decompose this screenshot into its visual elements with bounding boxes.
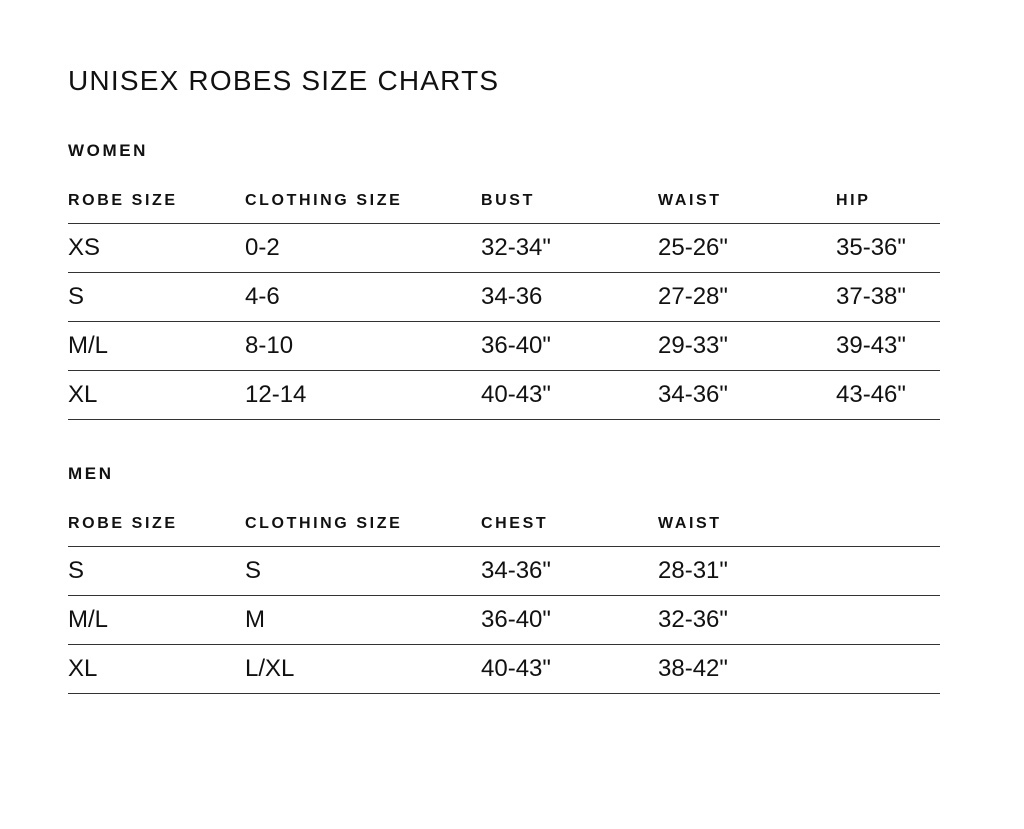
- table-row: [68, 547, 940, 596]
- table-row: [68, 371, 940, 420]
- table-row: [68, 322, 940, 371]
- table-cell: M/L: [68, 322, 245, 371]
- table-cell: S: [245, 547, 481, 596]
- men-col-robe-size: ROBE SIZE: [68, 502, 245, 547]
- table-cell: XL: [68, 645, 245, 694]
- table-cell: 40-43": [481, 371, 658, 420]
- table-cell: 34-36: [481, 273, 658, 322]
- table-cell: L/XL: [245, 645, 481, 694]
- women-size-table: [68, 179, 940, 420]
- table-cell: 39-43": [836, 322, 940, 371]
- men-col-waist: WAIST: [658, 502, 836, 547]
- table-cell: 32-36": [658, 596, 836, 645]
- men-col-empty: [836, 502, 940, 547]
- table-cell: 38-42": [658, 645, 836, 694]
- women-col-robe-size: ROBE SIZE: [68, 179, 245, 224]
- women-col-hip: HIP: [836, 179, 940, 224]
- men-size-table: [68, 502, 940, 694]
- table-row: [68, 596, 940, 645]
- women-section-label: WOMEN: [68, 141, 149, 160]
- table-cell: 27-28": [658, 273, 836, 322]
- table-cell: XS: [68, 224, 245, 273]
- table-cell: 40-43": [481, 645, 658, 694]
- table-row: [68, 645, 940, 694]
- table-cell: 25-26": [658, 224, 836, 273]
- table-cell: 37-38": [836, 273, 940, 322]
- table-cell: 36-40": [481, 596, 658, 645]
- table-cell: 32-34": [481, 224, 658, 273]
- women-col-bust: BUST: [481, 179, 658, 224]
- table-cell: [836, 596, 940, 645]
- men-col-chest: CHEST: [481, 502, 658, 547]
- table-cell: S: [68, 273, 245, 322]
- table-cell: [836, 547, 940, 596]
- table-cell: S: [68, 547, 245, 596]
- table-cell: [836, 645, 940, 694]
- table-cell: 35-36": [836, 224, 940, 273]
- table-cell: 4-6: [245, 273, 481, 322]
- table-cell: XL: [68, 371, 245, 420]
- table-cell: M: [245, 596, 481, 645]
- table-cell: 43-46": [836, 371, 940, 420]
- men-header-row: [68, 502, 940, 547]
- women-header-row: [68, 179, 940, 224]
- table-cell: 34-36": [658, 371, 836, 420]
- women-col-waist: WAIST: [658, 179, 836, 224]
- men-col-clothing-size: CLOTHING SIZE: [245, 502, 481, 547]
- table-cell: 8-10: [245, 322, 481, 371]
- table-cell: 34-36": [481, 547, 658, 596]
- women-col-clothing-size: CLOTHING SIZE: [245, 179, 481, 224]
- table-cell: M/L: [68, 596, 245, 645]
- table-cell: 29-33": [658, 322, 836, 371]
- table-cell: 28-31": [658, 547, 836, 596]
- table-cell: 0-2: [245, 224, 481, 273]
- men-section-label: MEN: [68, 464, 114, 483]
- table-cell: 36-40": [481, 322, 658, 371]
- table-cell: 12-14: [245, 371, 481, 420]
- table-row: [68, 273, 940, 322]
- table-row: [68, 224, 940, 273]
- page-title: UNISEX ROBES SIZE CHARTS: [68, 65, 500, 96]
